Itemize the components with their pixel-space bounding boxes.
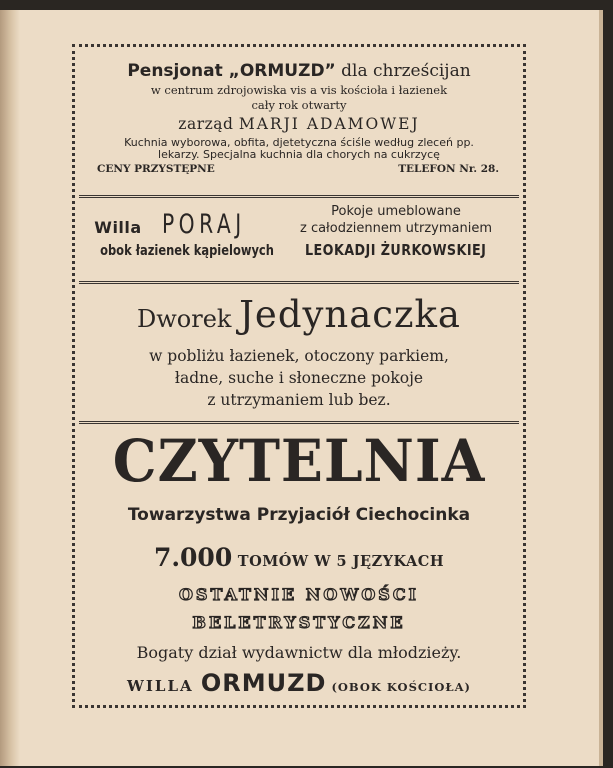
pensjonat-prices: CENY PRZYSTĘPNE <box>97 163 215 175</box>
pensjonat-title <box>75 61 523 81</box>
dworek-word: Dworek <box>137 305 240 333</box>
willa-poraj-rooms-1: Pokoje umeblowane <box>331 204 461 219</box>
advertisement-frame <box>72 44 526 708</box>
willa-word: Willa <box>94 218 142 237</box>
pensjonat-management-pre: zarząd <box>178 115 239 133</box>
czytelnia-willa: WILLA <box>127 677 201 695</box>
willa-poraj-left <box>81 209 273 259</box>
dworek-name: Jedynaczka <box>239 293 461 336</box>
willa-poraj-right <box>273 203 519 259</box>
pensjonat-phone: TELEFON Nr. 28. <box>398 163 499 175</box>
pensjonat-location: w centrum zdrojowiska vis a vis kościoła i łazienek <box>150 83 448 97</box>
pensjonat-name: Pensjonat „ORMUZD” <box>127 61 336 81</box>
czytelnia-obok: (OBOK KOŚCIOŁA) <box>326 680 471 694</box>
pensjonat-kitchen-line2: lekarzy. Specjalna kuchnia dla chorych na cukrzycę <box>158 148 440 161</box>
pensjonat-kitchen-line1: Kuchnia wyborowa, obfita, djetetyczna ściśle według zleceń pp. <box>124 136 474 149</box>
willa-poraj-rooms-2: z całodziennem utrzymaniem <box>299 221 493 236</box>
czytelnia-volumes <box>75 543 523 572</box>
czytelnia-youth: Bogaty dział wydawnictw dla młodzieży. <box>136 643 462 662</box>
willa-poraj-title <box>81 209 273 240</box>
dworek-line1: w pobliżu łazienek, otoczony parkiem, <box>149 347 449 365</box>
willa-poraj-name: PORAJ <box>162 209 246 240</box>
pensjonat-kitchen <box>75 137 523 161</box>
czytelnia-count: 7.000 <box>153 543 233 572</box>
separator-2 <box>79 281 519 284</box>
willa-poraj-owner: LEOKADJI ŻURKOWSKIEJ <box>305 241 487 259</box>
czytelnia-address <box>75 669 523 697</box>
czytelnia-novelties: OSTATNIE NOWOŚCI <box>178 585 420 604</box>
pensjonat-management <box>75 115 523 133</box>
willa-poraj-location: obok łazienek kąpielowych <box>100 243 274 259</box>
czytelnia-fiction: BELETRYSTYCZNE <box>192 613 406 632</box>
czytelnia-count-text: TOMÓW W 5 JĘZYKACH <box>232 553 445 570</box>
dworek-line2: ładne, suche i słoneczne pokoje <box>174 369 424 387</box>
page <box>0 10 603 766</box>
czytelnia-subtitle: Towarzystwa Przyjaciół Ciechocinka <box>127 505 471 525</box>
pensjonat-open: cały rok otwarty <box>251 98 347 112</box>
page-edge <box>599 10 603 766</box>
dworek-line3: z utrzymaniem lub bez. <box>207 391 391 409</box>
book-spine <box>0 10 20 766</box>
dworek-title <box>75 293 523 336</box>
pensjonat-manager-name: MARJI ADAMOWEJ <box>238 115 420 133</box>
czytelnia-title: CZYTELNIA <box>112 427 486 495</box>
czytelnia-ormuzd: ORMUZD <box>200 669 327 697</box>
separator-3 <box>79 421 519 424</box>
pensjonat-title-rest: dla chrześcijan <box>335 61 471 81</box>
separator-1 <box>79 195 519 198</box>
